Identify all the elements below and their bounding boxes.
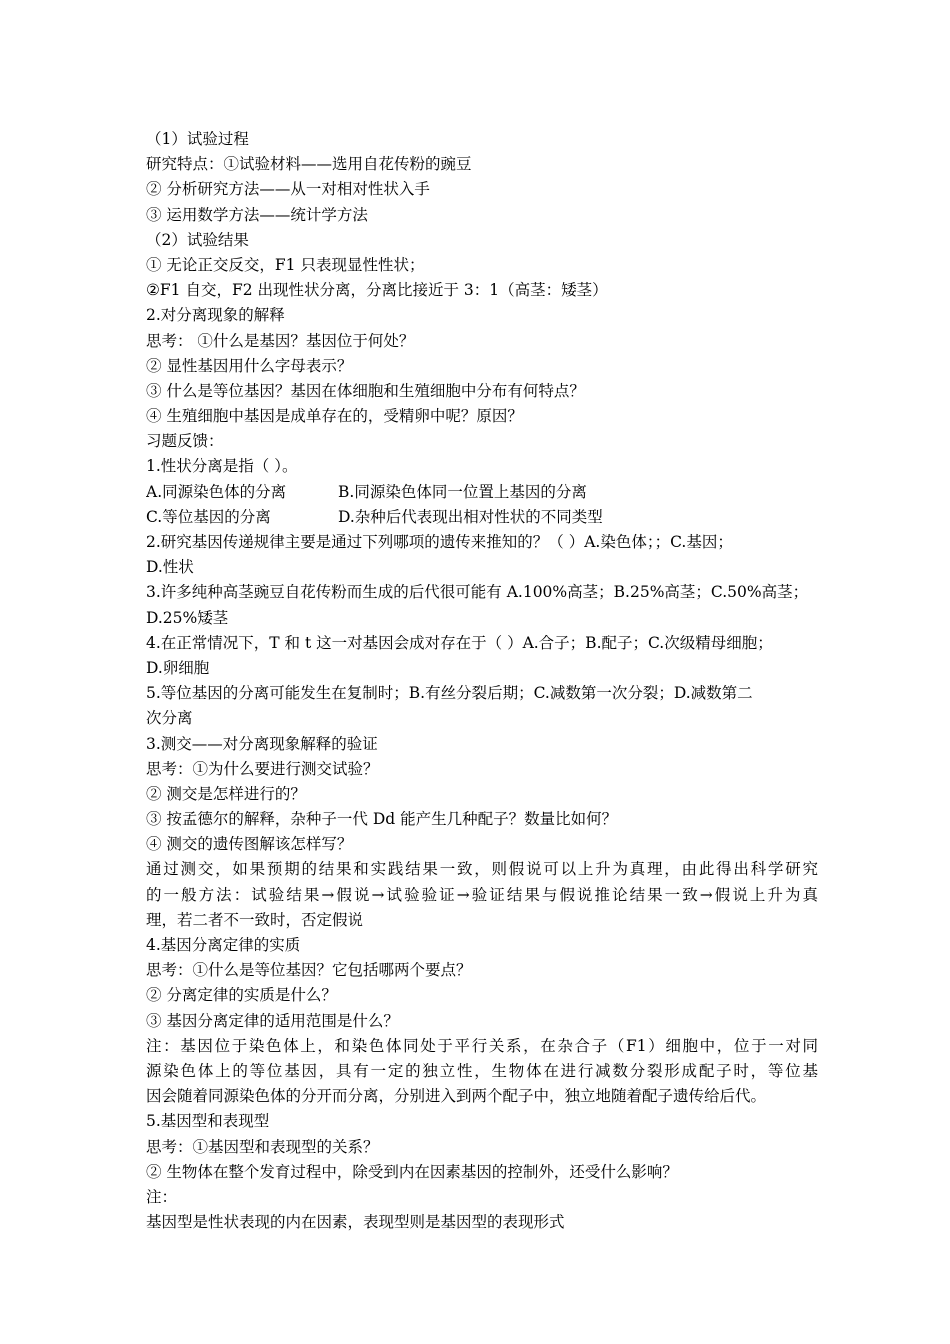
document-body bbox=[146, 127, 818, 1235]
exercise-heading: 习题反馈： bbox=[146, 432, 224, 451]
exercise-question-2: 2.研究基因传递规律主要是通过下列哪项的遗传来推知的？（ ）A.染色体；；C.基因； bbox=[146, 533, 733, 551]
options-row-ab bbox=[146, 480, 818, 505]
options-row-cd bbox=[146, 505, 818, 530]
section-heading-essence: 4.基因分离定律的实质 bbox=[146, 936, 301, 954]
exercise-question-4: 4.在正常情况下，T 和 t 这一对基因会成对存在于（ ）A.合子；B.配子；C.次级精母细胞； bbox=[146, 633, 773, 652]
section-heading-explanation: 2.对分离现象的解释 bbox=[146, 306, 285, 325]
option-b: B.同源染色体同一位置上基因的分离 bbox=[338, 482, 587, 501]
question-line: ④ 测交的遗传图解该怎样写？ bbox=[146, 835, 353, 854]
section-heading-results: （2）试验结果 bbox=[146, 230, 249, 249]
section-heading-testcross: 3.测交——对分离现象解释的验证 bbox=[146, 734, 378, 753]
question-line: ③ 按孟德尔的解释，杂种子一代 Dd 能产生几种配子？数量比如何？ bbox=[146, 810, 618, 829]
question-line: 思考：①什么是等位基因？它包括哪两个要点？ bbox=[146, 961, 472, 980]
note-line: 源染色体上的等位基因，具有一定的独立性，生物体在进行减数分裂形成配子时，等位基 bbox=[146, 1061, 818, 1080]
question-line: 思考：①基因型和表现型的关系？ bbox=[146, 1137, 379, 1156]
section-heading-process: （1）试验过程 bbox=[146, 130, 249, 148]
question-line: 思考：①为什么要进行测交试验？ bbox=[146, 759, 379, 778]
question-line: ② 生物体在整个发育过程中，除受到内在因素基因的控制外，还受什么影响？ bbox=[146, 1162, 678, 1181]
question-line: ② 分离定律的实质是什么？ bbox=[146, 986, 337, 1005]
question-line: 思考： ①什么是基因？基因位于何处？ bbox=[146, 331, 415, 350]
question-line: ③ 基因分离定律的适用范围是什么？ bbox=[146, 1011, 399, 1030]
exercise-question-1: 1.性状分离是指（ ）。 bbox=[146, 457, 298, 476]
exercise-question-3: 3.许多纯种高茎豌豆自花传粉而生成的后代很可能有 A.100%高茎；B.25%高茎；C.50%高茎； bbox=[146, 583, 809, 602]
question-line: ② 测交是怎样进行的？ bbox=[146, 784, 306, 803]
paragraph-line: 通过测交，如果预期的结果和实践结果一致，则假说可以上升为真理，由此得出科学研究 bbox=[146, 860, 818, 879]
text-line: D.25%矮茎 bbox=[146, 608, 229, 627]
section-heading-genotype: 5.基因型和表现型 bbox=[146, 1112, 270, 1131]
option-d: D.杂种后代表现出相对性状的不同类型 bbox=[338, 507, 603, 526]
text-line: 研究特点：①试验材料——选用自花传粉的豌豆 bbox=[146, 155, 472, 174]
text-line: D.性状 bbox=[146, 558, 194, 577]
question-line: ② 显性基因用什么字母表示？ bbox=[146, 356, 353, 375]
note-line: 注：基因位于染色体上，和染色体同处于平行关系，在杂合子（F1）细胞中，位于一对同 bbox=[146, 1036, 818, 1055]
text-line: ③ 运用数学方法——统计学方法 bbox=[146, 205, 368, 224]
note-line: 基因型是性状表现的内在因素，表现型则是基因型的表现形式 bbox=[146, 1213, 565, 1232]
text-line: ② 分析研究方法——从一对相对性状入手 bbox=[146, 180, 430, 199]
paragraph-line: 的一般方法：试验结果→假说→试验验证→验证结果与假说推论结果一致→假说上升为真 bbox=[146, 885, 818, 904]
text-line: D.卵细胞 bbox=[146, 658, 210, 677]
option-a: A.同源染色体的分离 bbox=[146, 482, 287, 501]
option-c: C.等位基因的分离 bbox=[146, 507, 271, 526]
exercise-question-5: 5.等位基因的分离可能发生在复制时；B.有丝分裂后期；C.减数第一次分裂；D.减数第二 bbox=[146, 684, 753, 703]
text-line: ① 无论正交反交，F1 只表现显性性状； bbox=[146, 255, 425, 274]
text-line: ②F1 自交，F2 出现性状分离，分离比接近于 3：1（高茎：矮茎） bbox=[146, 281, 608, 300]
question-line: ③ 什么是等位基因？基因在体细胞和生殖细胞中分布有何特点？ bbox=[146, 381, 585, 400]
text-line: 次分离 bbox=[146, 709, 193, 728]
note-label: 注： bbox=[146, 1187, 178, 1206]
paragraph-line: 理，若二者不一致时，否定假说 bbox=[146, 910, 364, 929]
note-line: 因会随着同源染色体的分开而分离，分别进入到两个配子中，独立地随着配子遗传给后代。 bbox=[146, 1087, 767, 1106]
question-line: ④ 生殖细胞中基因是成单存在的，受精卵中呢？原因？ bbox=[146, 407, 523, 426]
